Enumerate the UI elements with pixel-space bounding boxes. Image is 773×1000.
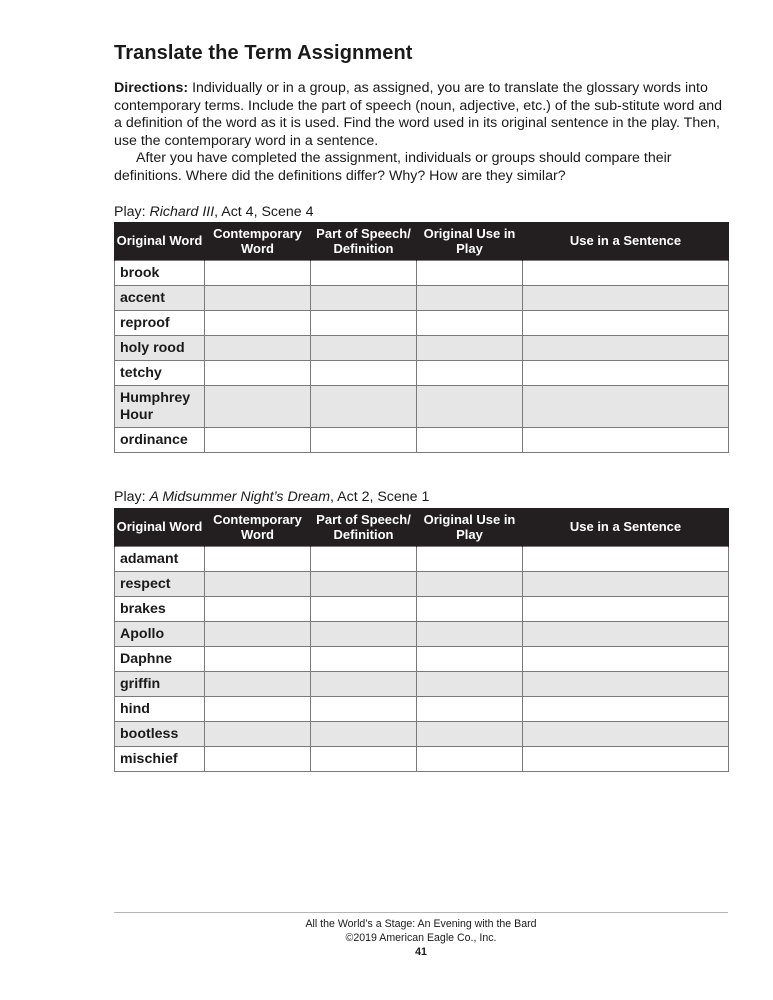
glossary-word: griffin [115, 672, 205, 697]
footer [114, 917, 728, 959]
part-of-speech-cell[interactable] [311, 697, 417, 722]
sentence-cell[interactable] [523, 597, 729, 622]
contemporary-word-cell[interactable] [205, 622, 311, 647]
column-header-part-of-speech: Part of Speech/ Definition [311, 508, 417, 547]
part-of-speech-cell[interactable] [311, 428, 417, 453]
glossary-word: mischief [115, 747, 205, 772]
sentence-cell[interactable] [523, 311, 729, 336]
glossary-word: holy rood [115, 336, 205, 361]
glossary-word: brakes [115, 597, 205, 622]
original-use-cell[interactable] [417, 597, 523, 622]
sentence-cell[interactable] [523, 697, 729, 722]
sentence-cell[interactable] [523, 261, 729, 286]
table-row [115, 572, 729, 597]
part-of-speech-cell[interactable] [311, 547, 417, 572]
header-row [115, 222, 729, 261]
sentence-cell[interactable] [523, 647, 729, 672]
footer-divider [114, 912, 728, 913]
sentence-cell[interactable] [523, 361, 729, 386]
contemporary-word-cell[interactable] [205, 572, 311, 597]
table-row [115, 697, 729, 722]
column-header-use-in-sentence: Use in a Sentence [523, 222, 729, 261]
contemporary-word-cell[interactable] [205, 386, 311, 428]
original-use-cell[interactable] [417, 361, 523, 386]
table-row [115, 386, 729, 428]
glossary-word: Humphrey Hour [115, 386, 205, 428]
contemporary-word-cell[interactable] [205, 428, 311, 453]
glossary-word: Daphne [115, 647, 205, 672]
part-of-speech-cell[interactable] [311, 572, 417, 597]
table-row [115, 547, 729, 572]
page-number: 41 [415, 946, 427, 958]
sentence-cell[interactable] [523, 428, 729, 453]
glossary-word: tetchy [115, 361, 205, 386]
play-caption-1 [114, 204, 314, 221]
part-of-speech-cell[interactable] [311, 386, 417, 428]
contemporary-word-cell[interactable] [205, 547, 311, 572]
contemporary-word-cell[interactable] [205, 747, 311, 772]
original-use-cell[interactable] [417, 311, 523, 336]
play-prefix: Play: [114, 489, 150, 505]
contemporary-word-cell[interactable] [205, 672, 311, 697]
table-row [115, 672, 729, 697]
original-use-cell[interactable] [417, 286, 523, 311]
original-use-cell[interactable] [417, 336, 523, 361]
table-row [115, 311, 729, 336]
page-title: Translate the Term Assignment [114, 42, 413, 64]
part-of-speech-cell[interactable] [311, 722, 417, 747]
part-of-speech-cell[interactable] [311, 311, 417, 336]
table-row [115, 647, 729, 672]
original-use-cell[interactable] [417, 697, 523, 722]
play-caption-2 [114, 489, 429, 506]
glossary-word: Apollo [115, 622, 205, 647]
sentence-cell[interactable] [523, 336, 729, 361]
original-use-cell[interactable] [417, 622, 523, 647]
directions-paragraph [114, 80, 724, 150]
play-location: , Act 4, Scene 4 [214, 204, 314, 220]
part-of-speech-cell[interactable] [311, 336, 417, 361]
part-of-speech-cell[interactable] [311, 622, 417, 647]
play-title: Richard III [149, 204, 215, 220]
contemporary-word-cell[interactable] [205, 697, 311, 722]
contemporary-word-cell[interactable] [205, 722, 311, 747]
contemporary-word-cell[interactable] [205, 647, 311, 672]
part-of-speech-cell[interactable] [311, 747, 417, 772]
part-of-speech-cell[interactable] [311, 597, 417, 622]
column-header-original-use: Original Use in Play [417, 222, 523, 261]
contemporary-word-cell[interactable] [205, 261, 311, 286]
column-header-original-word: Original Word [115, 222, 205, 261]
glossary-word: adamant [115, 547, 205, 572]
part-of-speech-cell[interactable] [311, 261, 417, 286]
table-row [115, 336, 729, 361]
column-header-original-use: Original Use in Play [417, 508, 523, 547]
original-use-cell[interactable] [417, 572, 523, 597]
column-header-contemporary-word: Contemporary Word [205, 222, 311, 261]
original-use-cell[interactable] [417, 647, 523, 672]
original-use-cell[interactable] [417, 386, 523, 428]
play-title: A Midsummer Night’s Dream [149, 489, 331, 505]
column-header-original-word: Original Word [115, 508, 205, 547]
contemporary-word-cell[interactable] [205, 361, 311, 386]
column-header-use-in-sentence: Use in a Sentence [523, 508, 729, 547]
table-row [115, 361, 729, 386]
sentence-cell[interactable] [523, 622, 729, 647]
glossary-word: hind [115, 697, 205, 722]
part-of-speech-cell[interactable] [311, 361, 417, 386]
sentence-cell[interactable] [523, 386, 729, 428]
table-row [115, 722, 729, 747]
directions [114, 80, 724, 186]
part-of-speech-cell[interactable] [311, 286, 417, 311]
table-row [115, 261, 729, 286]
sentence-cell[interactable] [523, 547, 729, 572]
original-use-cell[interactable] [417, 722, 523, 747]
sentence-cell[interactable] [523, 672, 729, 697]
part-of-speech-cell[interactable] [311, 672, 417, 697]
original-use-cell[interactable] [417, 547, 523, 572]
contemporary-word-cell[interactable] [205, 336, 311, 361]
sentence-cell[interactable] [523, 722, 729, 747]
part-of-speech-cell[interactable] [311, 647, 417, 672]
column-header-part-of-speech: Part of Speech/ Definition [311, 222, 417, 261]
original-use-cell[interactable] [417, 672, 523, 697]
sentence-cell[interactable] [523, 747, 729, 772]
original-use-cell[interactable] [417, 261, 523, 286]
footer-book-title: All the World’s a Stage: An Evening with the Bard [305, 918, 537, 930]
table-row [115, 747, 729, 772]
glossary-table-2 [114, 508, 729, 772]
glossary-word: ordinance [115, 428, 205, 453]
play-prefix: Play: [114, 204, 150, 220]
table-row [115, 622, 729, 647]
original-use-cell[interactable] [417, 428, 523, 453]
directions-label: Directions: [114, 80, 189, 96]
glossary-word: accent [115, 286, 205, 311]
contemporary-word-cell[interactable] [205, 597, 311, 622]
sentence-cell[interactable] [523, 286, 729, 311]
contemporary-word-cell[interactable] [205, 286, 311, 311]
glossary-word: brook [115, 261, 205, 286]
sentence-cell[interactable] [523, 572, 729, 597]
glossary-word: reproof [115, 311, 205, 336]
play-location: , Act 2, Scene 1 [330, 489, 430, 505]
glossary-word: respect [115, 572, 205, 597]
directions-text: Individually or in a group, as assigned, you are to translate the glossary words into contemporary terms. Include the part of speech (noun, adjective, etc.) of the sub-stitute word and a definition of the word as it is used. Find the word used in its original sentence in the play. Then, use the contemporary word in a sentence. [114, 80, 723, 149]
original-use-cell[interactable] [417, 747, 523, 772]
glossary-word: bootless [115, 722, 205, 747]
contemporary-word-cell[interactable] [205, 311, 311, 336]
header-row [115, 508, 729, 547]
glossary-table-1 [114, 222, 729, 453]
footer-copyright: ©2019 American Eagle Co., Inc. [345, 932, 497, 944]
table-row [115, 597, 729, 622]
table-row [115, 286, 729, 311]
directions-followup: After you have completed the assignment, individuals or groups should compare their definitions. Where did the definitions differ? Why? How are they similar? [114, 150, 672, 184]
column-header-contemporary-word: Contemporary Word [205, 508, 311, 547]
table-row [115, 428, 729, 453]
